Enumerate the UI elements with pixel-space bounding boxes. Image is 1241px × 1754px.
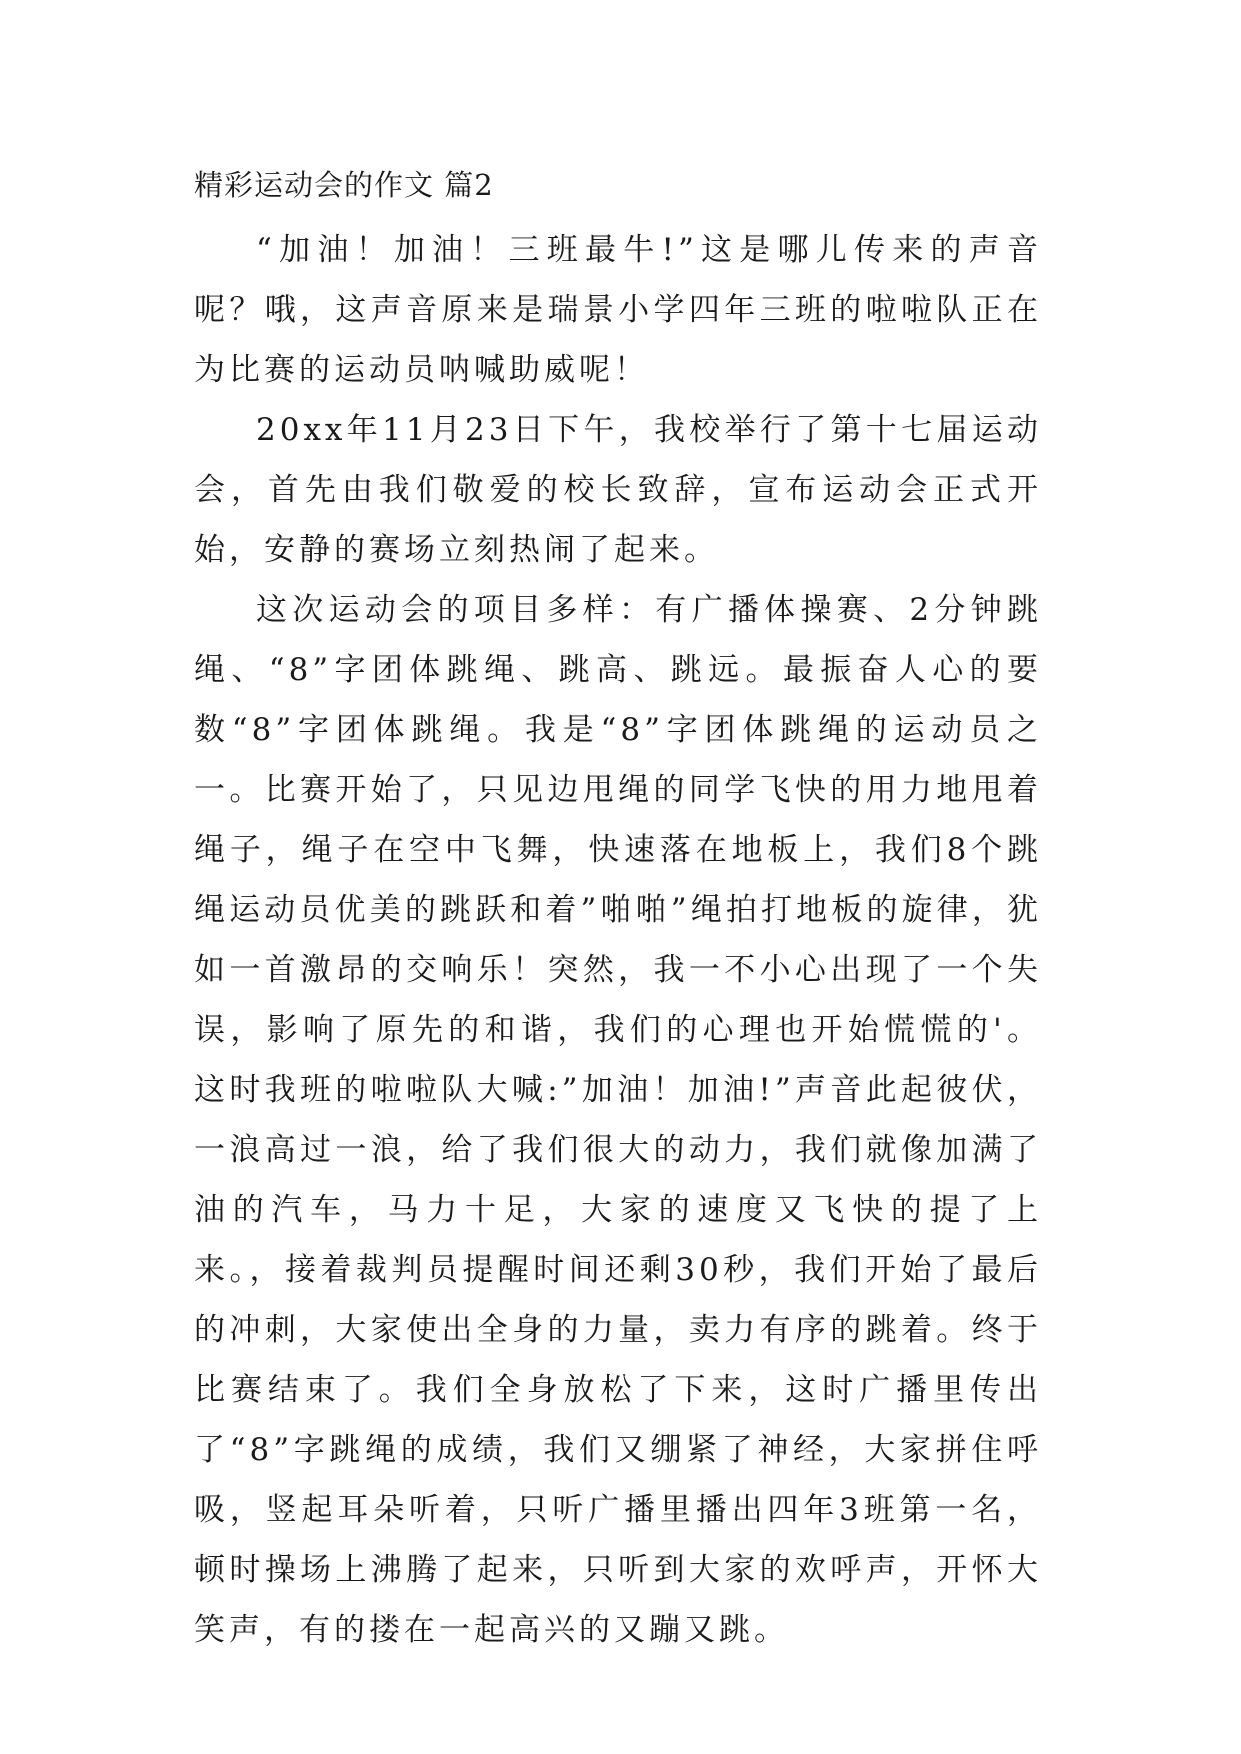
document-title: 精彩运动会的作文 篇2: [194, 168, 494, 202]
document-body: [194, 220, 1042, 1660]
paragraph-opening: 20xx年11月23日下午，我校举行了第十七届运动会，首先由我们敬爱的校长致辞，宣布运动会正式开始，安静的赛场立刻热闹了起来。: [194, 412, 1042, 568]
paragraph-cheering: “加油！加油！三班最牛!”这是哪儿传来的声音呢？哦，这声音原来是瑞景小学四年三班的啦啦队正在为比赛的运动员呐喊助威呢！: [194, 232, 1042, 388]
paragraph-rope-jumping: 这次运动会的项目多样：有广播体操赛、2分钟跳绳、“8”字团体跳绳、跳高、跳远。最振奋人心的要数“8”字团体跳绳。我是“8”字团体跳绳的运动员之一。比赛开始了，只见边甩绳的同学飞快的用力地甩着绳子，绳子在空中飞舞，快速落在地板上，我们8个跳绳运动员优美的跳跃和着”啪啪”绳拍打地板的旋律，犹如一首激昂的交响乐！突然，我一不小心出现了一个失误，影响了原先的和谐，我们的心理也开始慌慌的'。这时我班的啦啦队大喊:”加油！加油!”声音此起彼伏，一浪高过一浪，给了我们很大的动力，我们就像加满了油的汽车，马力十足，大家的速度又飞快的提了上来。，接着裁判员提醒时间还剩30秒，我们开始了最后的冲刺，大家使出全身的力量，卖力有序的跳着。终于比赛结束了。我们全身放松了下来，这时广播里传出了“8”字跳绳的成绩，我们又绷紧了神经，大家拼住呼吸，竖起耳朵听着，只听广播里播出四年3班第一名，顿时操场上沸腾了起来，只听到大家的欢呼声，开怀大笑声，有的搂在一起高兴的又蹦又跳。: [194, 592, 1042, 1648]
